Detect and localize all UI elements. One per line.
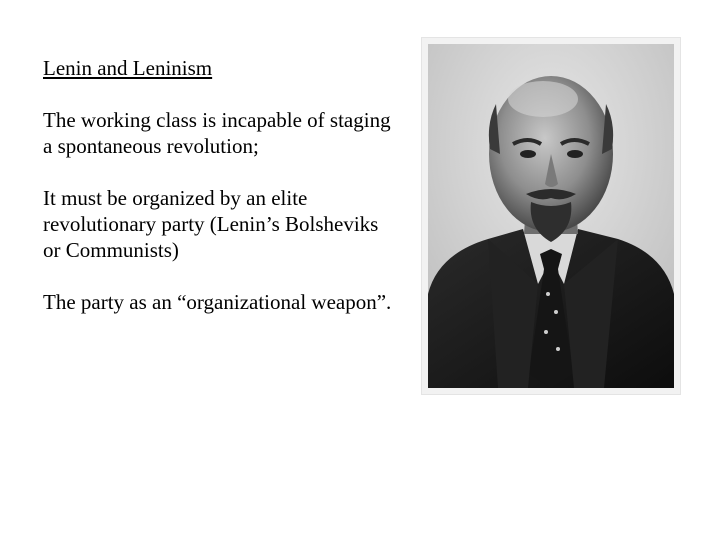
portrait-frame (421, 37, 681, 395)
paragraph-1: The working class is incapable of staging a spontaneous revolution; (43, 108, 391, 158)
slide-text (43, 55, 393, 341)
slide-title: Lenin and Leninism (43, 56, 213, 80)
portrait-photo (428, 44, 674, 388)
paragraph-3: The party as an “organizational weapon”. (43, 290, 392, 314)
paragraph-2: It must be organized by an elite revolutionary party (Lenin’s Bolsheviks or Communists) (43, 186, 379, 262)
